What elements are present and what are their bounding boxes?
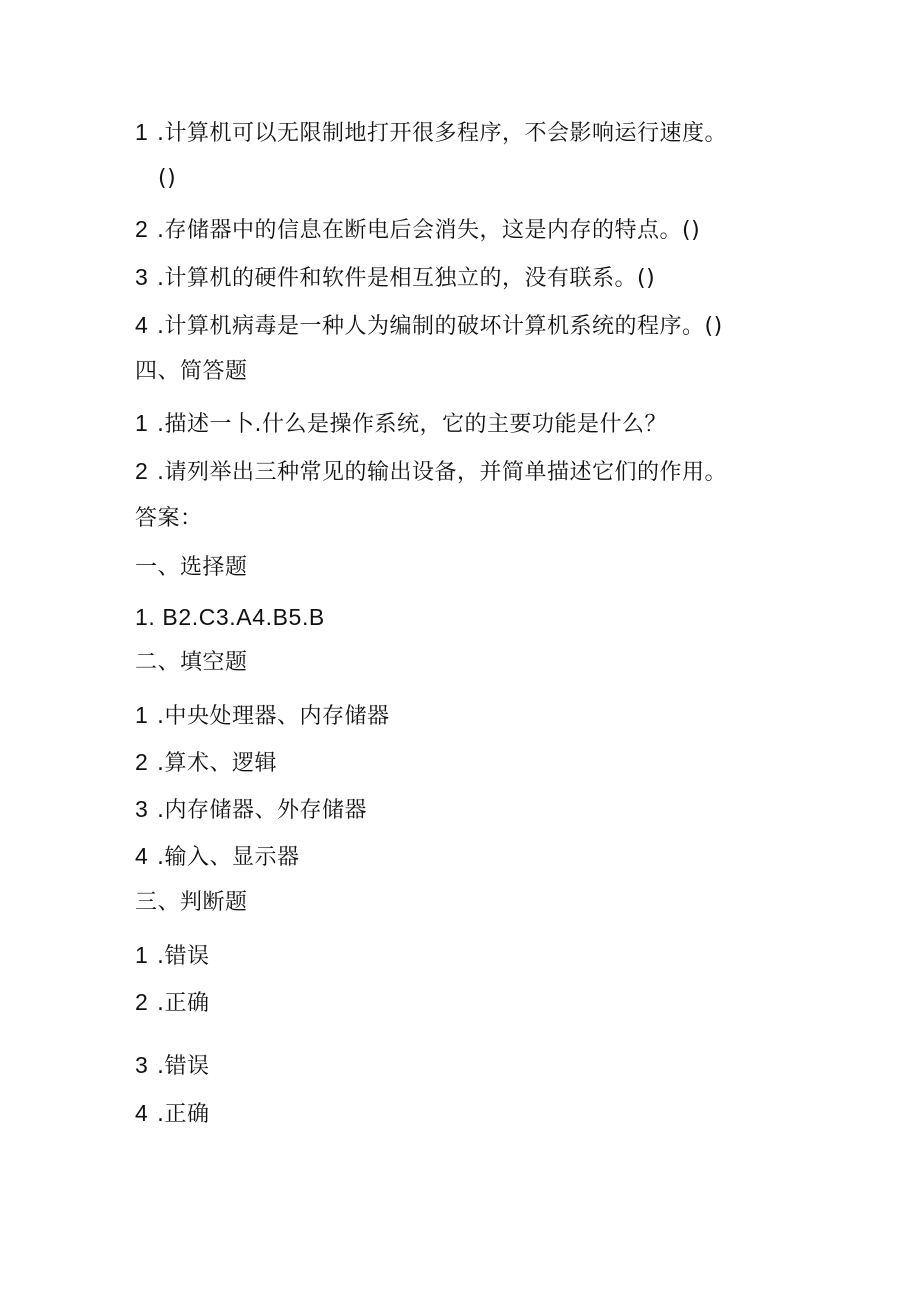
item-text: .正确 xyxy=(157,1102,210,1127)
item-number: 4 xyxy=(135,843,149,869)
choice-answers-heading: 一、选择题 xyxy=(135,555,248,580)
item-number: 1 xyxy=(135,702,149,728)
judge-question-3 xyxy=(135,262,655,294)
item-number: 3 xyxy=(135,264,149,290)
item-number: 2 xyxy=(135,216,149,242)
judge-question-1-continuation xyxy=(158,164,176,194)
short-answer-question-1 xyxy=(135,408,667,440)
item-text: .输入、显示器 xyxy=(157,845,300,870)
item-text: .计算机的硬件和软件是相互独立的，没有联系。() xyxy=(157,266,656,291)
short-answer-question-2 xyxy=(135,456,727,488)
fill-answer-2 xyxy=(135,747,277,779)
judge-question-4 xyxy=(135,310,723,342)
item-number: 2 xyxy=(135,989,149,1015)
fill-answers-heading: 二、填空题 xyxy=(135,650,248,675)
item-text: .错误 xyxy=(157,944,210,969)
item-text: .存储器中的信息在断电后会消失，这是内存的特点。() xyxy=(157,218,701,243)
item-number: 2 xyxy=(135,458,149,484)
fill-answer-1 xyxy=(135,700,390,732)
item-number: 3 xyxy=(135,796,149,822)
fill-answer-4 xyxy=(135,841,300,873)
item-number: 4 xyxy=(135,312,149,338)
answer-blank: () xyxy=(158,166,177,191)
choice-answers-line: 1. B2.C3.A4.B5.B xyxy=(135,604,325,630)
short-answer-heading: 四、简答题 xyxy=(135,359,248,384)
item-number: 1 xyxy=(135,942,149,968)
item-text: .计算机可以无限制地打开很多程序，不会影响运行速度。 xyxy=(157,121,727,146)
judge-question-1 xyxy=(135,117,727,149)
judge-answers-heading: 三、判断题 xyxy=(135,890,248,915)
item-number: 4 xyxy=(135,1100,149,1126)
judge-question-2 xyxy=(135,214,700,246)
judge-answer-1 xyxy=(135,940,210,972)
judge-answer-4 xyxy=(135,1098,210,1130)
item-text: .正确 xyxy=(157,991,210,1016)
item-text: .算术、逻辑 xyxy=(157,751,277,776)
item-text: .请列举出三种常见的输出设备，并简单描述它们的作用。 xyxy=(157,460,727,485)
judge-answer-3 xyxy=(135,1050,210,1082)
item-text: .计算机病毒是一种人为编制的破坏计算机系统的程序。() xyxy=(157,314,723,339)
answers-heading: 答案： xyxy=(135,506,203,531)
item-number: 2 xyxy=(135,749,149,775)
item-number: 1 xyxy=(135,119,149,145)
item-number: 3 xyxy=(135,1052,149,1078)
item-text: .描述一卜.什么是操作系统，它的主要功能是什么？ xyxy=(157,412,667,437)
judge-answer-2 xyxy=(135,987,210,1019)
item-number: 1 xyxy=(135,410,149,436)
fill-answer-3 xyxy=(135,794,367,826)
item-text: .中央处理器、内存储器 xyxy=(157,704,390,729)
item-text: .错误 xyxy=(157,1054,210,1079)
item-text: .内存储器、外存储器 xyxy=(157,798,367,823)
